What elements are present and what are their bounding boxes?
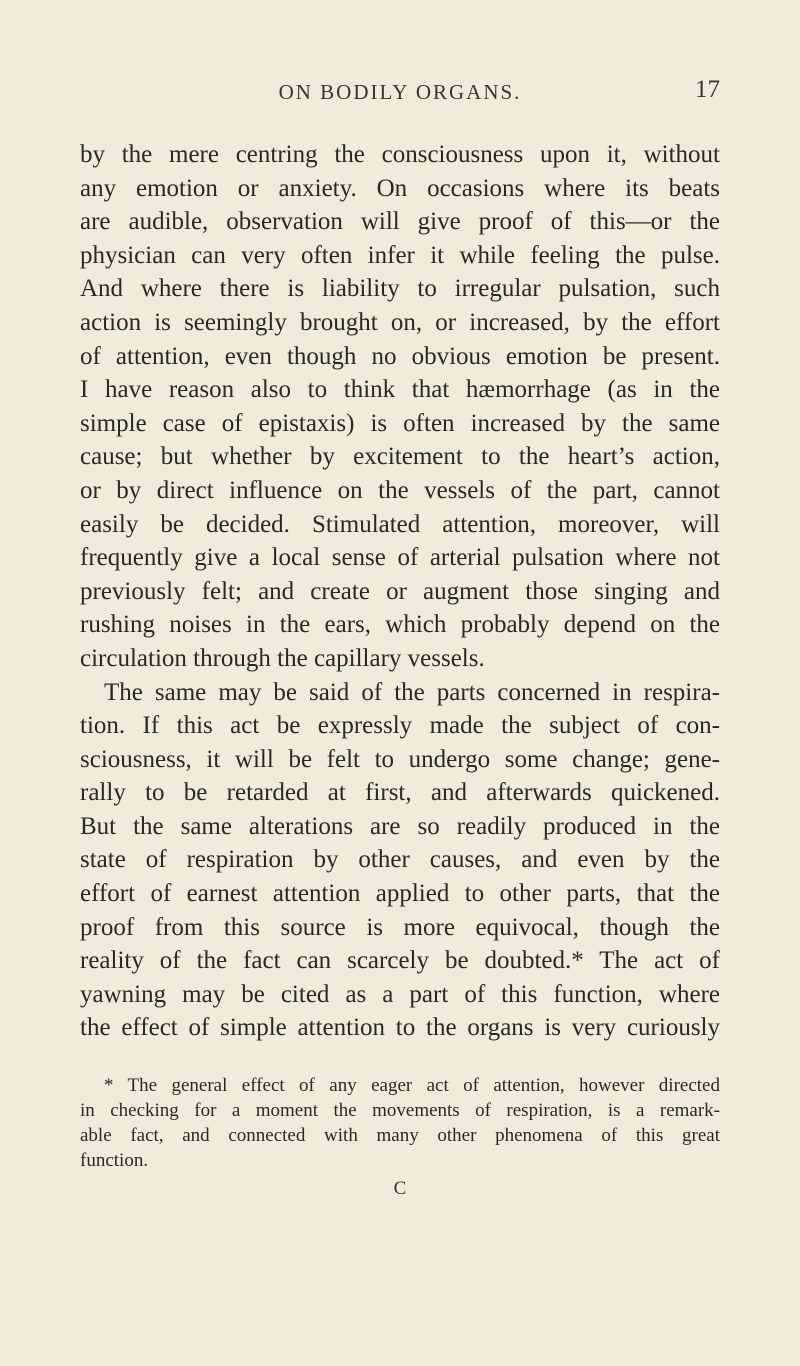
footnote-line: in checking for a moment the movements of respiration, is a remark-: [80, 1100, 720, 1121]
text-line: circulation through the capillary vessels.: [80, 644, 485, 672]
text-line: by the mere centring the consciousness upon it, without: [80, 141, 720, 168]
text-line: I have reason also to think that hæmorrhage (as in the: [80, 376, 720, 404]
text-line: yawning may be cited as a part of this function, where: [80, 980, 720, 1008]
body-text: [80, 138, 720, 1045]
text-line: the effect of simple attention to the organs is very curiously: [80, 1014, 720, 1042]
text-line: The same may be said of the parts concerned in respira-: [104, 678, 720, 706]
text-line: proof from this source is more equivocal, though the: [80, 913, 720, 941]
text-line: simple case of epistaxis) is often increased by the same: [80, 409, 720, 437]
text-line: state of respiration by other causes, and even by the: [80, 846, 720, 874]
text-line: action is seemingly brought on, or increased, by the effort: [80, 308, 720, 336]
footnote-line: * The general effect of any eager act of attention, however directed: [104, 1075, 720, 1096]
text-line: previously felt; and create or augment those singing and: [80, 577, 720, 605]
text-line: But the same alterations are so readily produced in the: [80, 812, 720, 840]
text-line: reality of the fact can scarcely be doubted.* The act of: [80, 947, 720, 975]
signature-mark: C: [393, 1178, 407, 1199]
footnote-line: function.: [80, 1150, 149, 1171]
running-head: [80, 76, 720, 110]
text-line: any emotion or anxiety. On occasions where its beats: [80, 174, 720, 202]
text-line: tion. If this act be expressly made the subject of con-: [80, 712, 720, 740]
text-line: sciousness, it will be felt to undergo some change; gene-: [80, 745, 720, 773]
footnote: [80, 1073, 720, 1173]
text-line: physician can very often infer it while feeling the pulse.: [80, 241, 720, 269]
text-line: And where there is liability to irregular pulsation, such: [80, 275, 720, 303]
running-title: ON BODILY ORGANS.: [278, 80, 522, 104]
footnote-line: able fact, and connected with many other phenomena of this great: [80, 1125, 720, 1146]
text-line: or by direct influence on the vessels of the part, cannot: [80, 476, 720, 504]
page-number: 17: [695, 76, 720, 103]
text-line: easily be decided. Stimulated attention, moreover, will: [80, 510, 720, 538]
text-line: are audible, observation will give proof of this—or the: [80, 208, 720, 236]
text-line: of attention, even though no obvious emotion be present.: [80, 342, 720, 370]
text-line: rushing noises in the ears, which probably depend on the: [80, 611, 720, 639]
text-line: frequently give a local sense of arterial pulsation where not: [80, 544, 720, 572]
text-line: cause; but whether by excitement to the heart’s action,: [80, 443, 720, 471]
text-line: rally to be retarded at first, and afterwards quickened.: [80, 779, 720, 807]
text-line: effort of earnest attention applied to other parts, that the: [80, 880, 720, 908]
